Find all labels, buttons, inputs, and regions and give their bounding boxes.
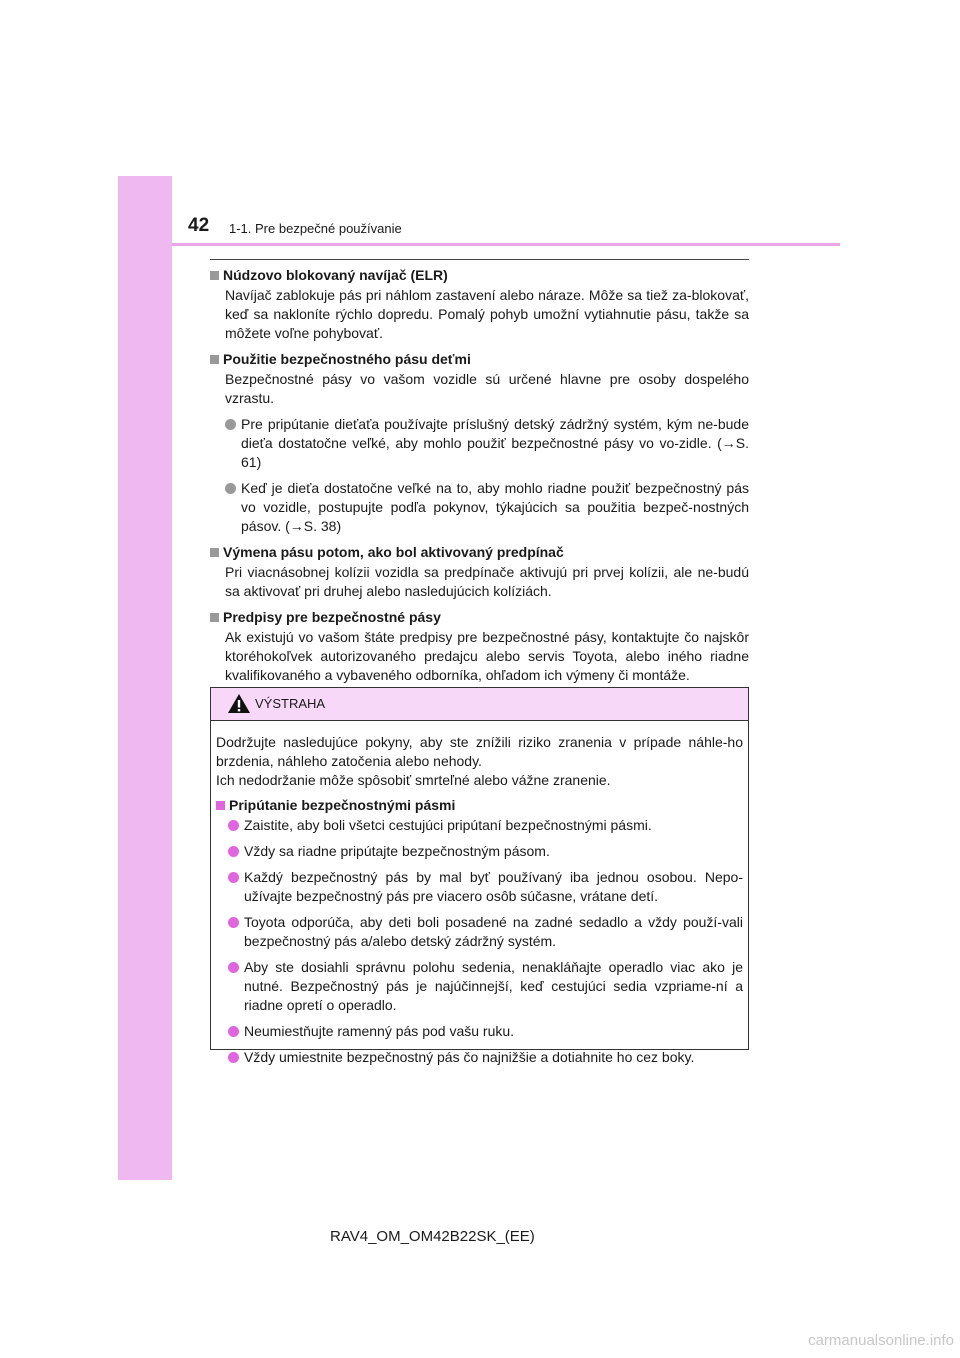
page-side-tab — [118, 176, 172, 1180]
block-children — [210, 350, 749, 536]
square-bullet-icon — [210, 613, 219, 622]
round-bullet-icon — [228, 917, 239, 928]
header-rule — [172, 243, 840, 246]
block-elr — [210, 266, 749, 343]
list-item: Každý bezpečnostný pás by mal byť používaný iba jednou osobou. Nepo-užívajte bezpečnostný pás pre viacero osôb súčasne, vrátane detí. — [228, 868, 743, 906]
square-bullet-icon — [210, 271, 219, 280]
list-item: Aby ste dosiahli správnu polohu sedenia, nenakláňajte operadlo viac ako je nutné. Bezpečnostný pás je najúčinnejší, keď cestujúci sedia vzpriame-ní a riadne opretí o operadlo. — [228, 958, 743, 1015]
list-item: Keď je dieťa dostatočne veľké na to, aby mohlo riadne použiť bezpečnostný pás vo vozidle, postupujte podľa pokynov, týkajúcich sa použitia bezpeč-nostných pásov. (→S. 38) — [225, 479, 749, 536]
content — [210, 266, 749, 692]
square-bullet-icon — [210, 355, 219, 364]
round-bullet-icon — [228, 846, 239, 857]
list-item: Zaistite, aby boli všetci cestujúci pripútaní bezpečnostnými pásmi. — [228, 816, 743, 835]
document-code: RAV4_OM_OM42B22SK_(EE) — [330, 1228, 535, 1245]
list-item: Vždy sa riadne pripútajte bezpečnostným pásom. — [228, 842, 743, 861]
square-bullet-icon — [210, 548, 219, 557]
warning-box — [210, 687, 749, 1065]
list-item: Toyota odporúča, aby deti boli posadené na zadné sedadlo a vždy použí-vali bezpečnostný pás a/alebo detský zádržný systém. — [228, 913, 743, 951]
round-bullet-icon — [228, 872, 239, 883]
warning-body — [211, 721, 748, 1067]
warning-heading: Pripútanie bezpečnostnými pásmi — [216, 796, 743, 815]
block-heading: Výmena pásu potom, ako bol aktivovaný predpínač — [210, 543, 749, 562]
list-item: Neumiestňujte ramenný pás pod vašu ruku. — [228, 1022, 743, 1041]
list-item: Vždy umiestnite bezpečnostný pás čo najnižšie a dotiahnite ho cez boky. — [228, 1048, 743, 1067]
round-bullet-icon — [228, 1026, 239, 1037]
list-item: Pre pripútanie dieťaťa používajte príslušný detský zádržný systém, kým ne-bude dieťa dostatočne veľké, aby mohlo použiť bezpečnostné pásy vo vo-zidle. (→S. 61) — [225, 415, 749, 472]
square-bullet-icon — [216, 801, 225, 810]
round-bullet-icon — [228, 962, 239, 973]
warning-intro: Dodržujte nasledujúce pokyny, aby ste znížili riziko zranenia v prípade náhle-ho brzdenia, náhleho zatočenia alebo nehody. — [216, 734, 743, 769]
round-bullet-icon — [225, 483, 236, 494]
block-regulations — [210, 608, 749, 685]
page-number: 42 — [188, 215, 210, 236]
block-text: Ak existujú vo vašom štáte predpisy pre bezpečnostné pásy, kontaktujte čo najskôr ktoréhokoľvek autorizovaného predajcu alebo servis Toyota, alebo iného riadne kvalifikovaného a vybaveného odborníka, ohľadom ich výmeny či montáže. — [225, 629, 749, 683]
watermark: carmanualsonline.info — [808, 1332, 954, 1349]
round-bullet-icon — [228, 1052, 239, 1063]
round-bullet-icon — [225, 419, 236, 430]
block-text: Bezpečnostné pásy vo vašom vozidle sú určené hlavne pre osoby dospelého vzrastu. — [225, 371, 749, 406]
warning-title: VÝSTRAHA — [255, 696, 326, 711]
block-pretensioner — [210, 543, 749, 601]
warning-header — [211, 688, 748, 721]
block-text: Pri viacnásobnej kolízii vozidla sa predpínače aktivujú pri prvej kolízii, ale ne-budú sa aktivovať pri druhej alebo nasledujúcich kolíziách. — [225, 564, 749, 599]
warning-intro-consequence: Ich nedodržanie môže spôsobiť smrteľné alebo vážne zranenie. — [216, 772, 611, 788]
section-title: 1-1. Pre bezpečné používanie — [229, 221, 402, 236]
block-heading: Núdzovo blokovaný navíjač (ELR) — [210, 266, 749, 285]
block-text: Navíjač zablokuje pás pri náhlom zastavení alebo náraze. Môže sa tiež za-blokovať, keď sa nakloníte rýchlo dopredu. Pomalý pohyb umožní vytiahnutie pásu, takže sa môžete voľne pohybovať. — [225, 287, 749, 341]
warning-triangle-icon — [227, 693, 251, 714]
content-top-rule — [210, 259, 749, 260]
block-heading: Predpisy pre bezpečnostné pásy — [210, 608, 749, 627]
block-heading: Použitie bezpečnostného pásu deťmi — [210, 350, 749, 369]
round-bullet-icon — [228, 820, 239, 831]
